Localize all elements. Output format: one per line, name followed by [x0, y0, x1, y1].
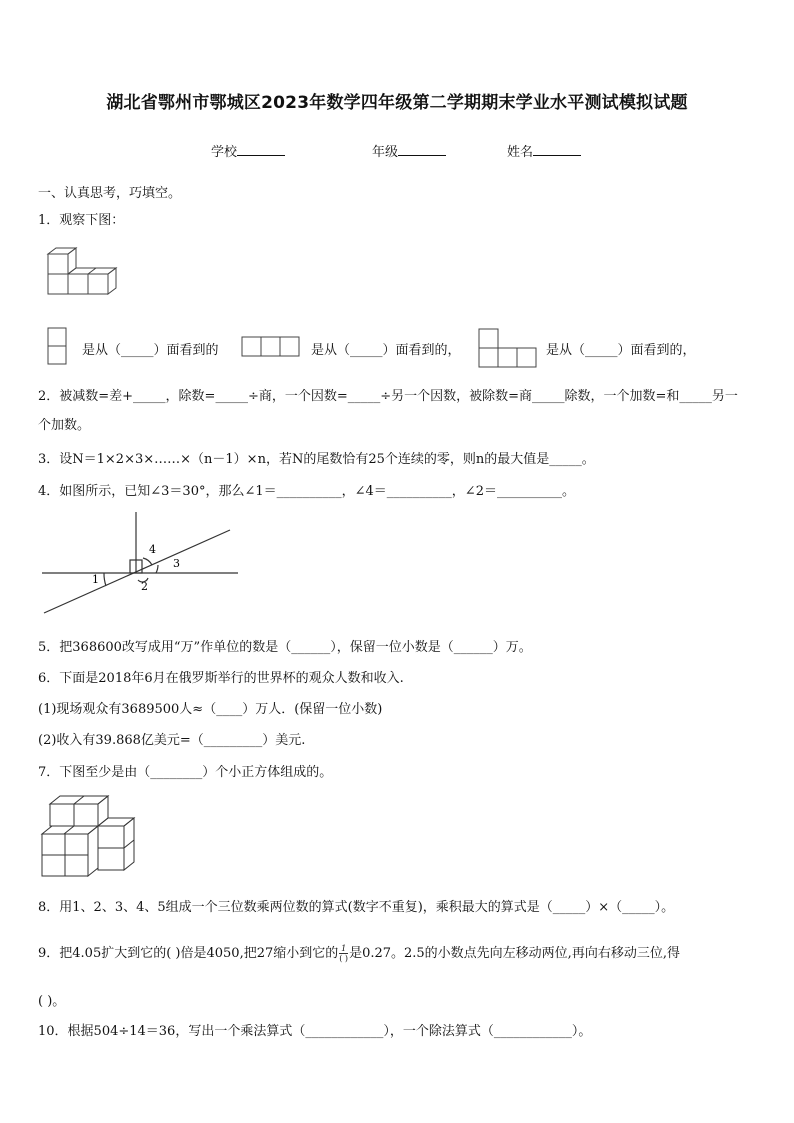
q7-text: 7．下图至少是由（________）个小正方体组成的。 [38, 765, 333, 780]
q10-text: 10．根据504÷14＝36，写出一个乘法算式（____________），一个除法算式（____________）。 [38, 1024, 592, 1039]
grade-blank[interactable] [398, 142, 446, 156]
q1-view-b [240, 335, 302, 359]
q9-fraction-denominator: ( ) [339, 954, 349, 963]
page-title: 湖北省鄂州市鄂城区2023年数学四年级第二学期期末学业水平测试模拟试题 [106, 93, 688, 113]
name-field [507, 141, 581, 160]
q1-view-a [46, 326, 70, 366]
q3-text: 3．设N＝1×2×3×……×（n－1）×n，若N的尾数恰有25个连续的零，则n的最大值是_____。 [38, 452, 595, 467]
grade-label: 年级 [372, 145, 399, 160]
school-field [211, 141, 285, 160]
q6-part1: (1)现场观众有3689500人≈（____）万人．(保留一位小数) [38, 702, 383, 717]
name-blank[interactable] [533, 142, 581, 156]
q4-angle-diagram [40, 510, 240, 618]
q2-line2: 个加数。 [38, 418, 91, 433]
angle-3-label: 3 [173, 557, 180, 570]
q6-stem: 6．下面是2018年6月在俄罗斯举行的世界杯的观众人数和收入. [38, 671, 404, 686]
angle-1-label: 1 [92, 573, 99, 586]
angle-4-label: 4 [149, 543, 156, 556]
q9-part2: 是0.27。2.5的小数点先向左移动两位,再向右移动三位,得 [349, 946, 680, 961]
q1-cube-figure [46, 246, 118, 298]
q1-view-b-text: 是从（_____）面看到的， [311, 343, 461, 358]
name-label: 姓名 [507, 145, 534, 160]
school-label: 学校 [211, 145, 238, 160]
q7-cube-stack [40, 792, 136, 880]
q9-line2: ( )。 [38, 994, 66, 1009]
school-blank[interactable] [237, 142, 285, 156]
q1-view-c-text: 是从（_____）面看到的， [546, 343, 696, 358]
q9-part1: 9．把4.05扩大到它的( )倍是4050,把27缩小到它的 [38, 946, 339, 961]
q9-fraction-numerator: 1 [341, 944, 347, 953]
q8-text: 8．用1、2、3、4、5组成一个三位数乘两位数的算式(数字不重复)，乘积最大的算式是（_____）×（_____）。 [38, 900, 675, 915]
q1-view-a-text: 是从（_____）面看到的 [82, 343, 219, 358]
q1-stem: 1．观察下图： [38, 213, 125, 228]
q9-line1 [38, 942, 680, 963]
slanted-line [44, 530, 230, 613]
q5-text: 5．把368600改写成用“万”作单位的数是（______），保留一位小数是（______）万。 [38, 640, 532, 655]
q6-part2: (2)收入有39.868亿美元=（_________）美元. [38, 733, 306, 748]
q4-text: 4．如图所示，已知∠3＝30°，那么∠1＝__________，∠4＝__________，∠2＝__________。 [38, 484, 575, 499]
q9-fraction [339, 944, 348, 963]
angle-2-label: 2 [141, 580, 148, 593]
section-heading: 一、认真思考，巧填空。 [38, 186, 182, 201]
q1-view-c [477, 325, 539, 369]
grade-field [372, 141, 446, 160]
q2-line1: 2．被减数=差+_____，除数=_____÷商，一个因数=_____÷另一个因数，被除数=商_____除数，一个加数=和_____另一 [38, 389, 738, 404]
